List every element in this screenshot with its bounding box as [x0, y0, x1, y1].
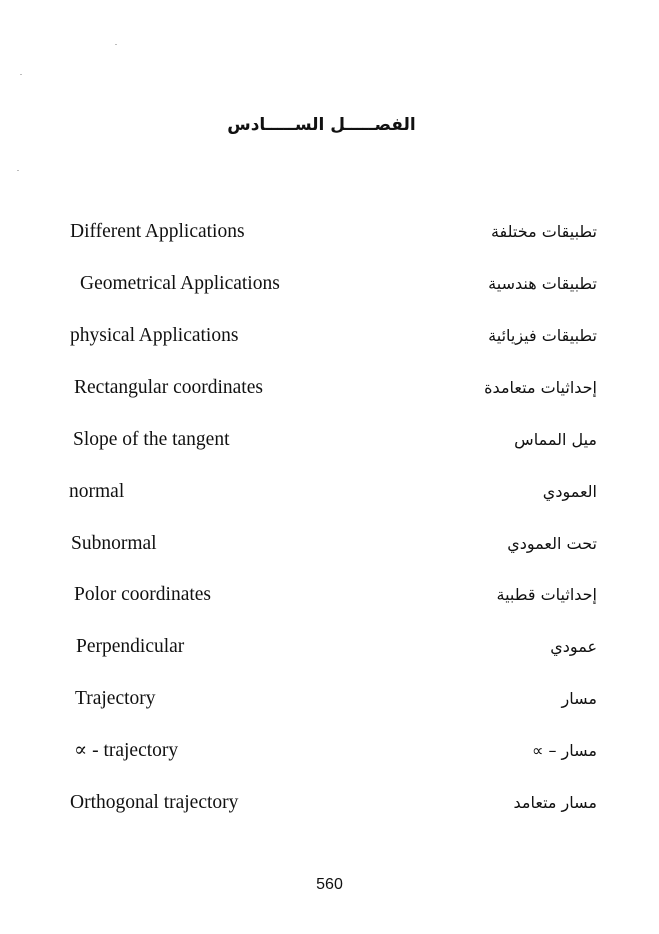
arabic-term: تحت العمودي [507, 534, 597, 553]
english-term: ∝ - trajectory [74, 740, 179, 761]
glossary-row [0, 788, 659, 818]
glossary-row [0, 373, 659, 403]
arabic-term: مسار متعامد [513, 793, 597, 812]
english-term: normal [69, 481, 125, 502]
english-term: Slope of the tangent [73, 429, 230, 450]
glossary-row [0, 425, 659, 455]
english-term: Rectangular coordinates [74, 377, 263, 398]
arabic-term: ميل المماس [514, 430, 597, 449]
arabic-term: تطبيقات مختلفة [490, 222, 597, 241]
arabic-term: تطبيقات هندسية [488, 274, 597, 293]
english-term: Polor coordinates [74, 584, 212, 605]
arabic-term: مسار – ∝ [531, 741, 597, 760]
english-term: Perpendicular [76, 636, 185, 657]
english-term: Different Applications [70, 221, 245, 242]
arabic-term: مسار [561, 689, 597, 708]
page-number: 560 [316, 876, 343, 893]
english-term: physical Applications [70, 325, 239, 346]
glossary-row [0, 217, 659, 247]
arabic-term: العمودي [542, 482, 597, 501]
glossary-row [0, 321, 659, 351]
glossary-row [0, 736, 659, 766]
arabic-term: إحداثيات متعامدة [484, 378, 597, 397]
english-term: Geometrical Applications [80, 273, 280, 294]
glossary-row [0, 684, 659, 714]
arabic-term: تطبيقات فيزيائية [488, 326, 597, 345]
glossary-row [0, 529, 659, 559]
english-term: Subnormal [71, 533, 157, 554]
glossary-row [0, 477, 659, 507]
chapter-title-text: الفصـــــل الســـــادس [227, 115, 416, 135]
glossary-row [0, 580, 659, 610]
english-term: Trajectory [75, 688, 156, 709]
english-term: Orthogonal trajectory [70, 792, 239, 813]
arabic-term: إحداثيات قطبية [496, 585, 597, 604]
glossary-row [0, 632, 659, 662]
glossary-row [0, 269, 659, 299]
arabic-term: عمودي [550, 637, 597, 656]
